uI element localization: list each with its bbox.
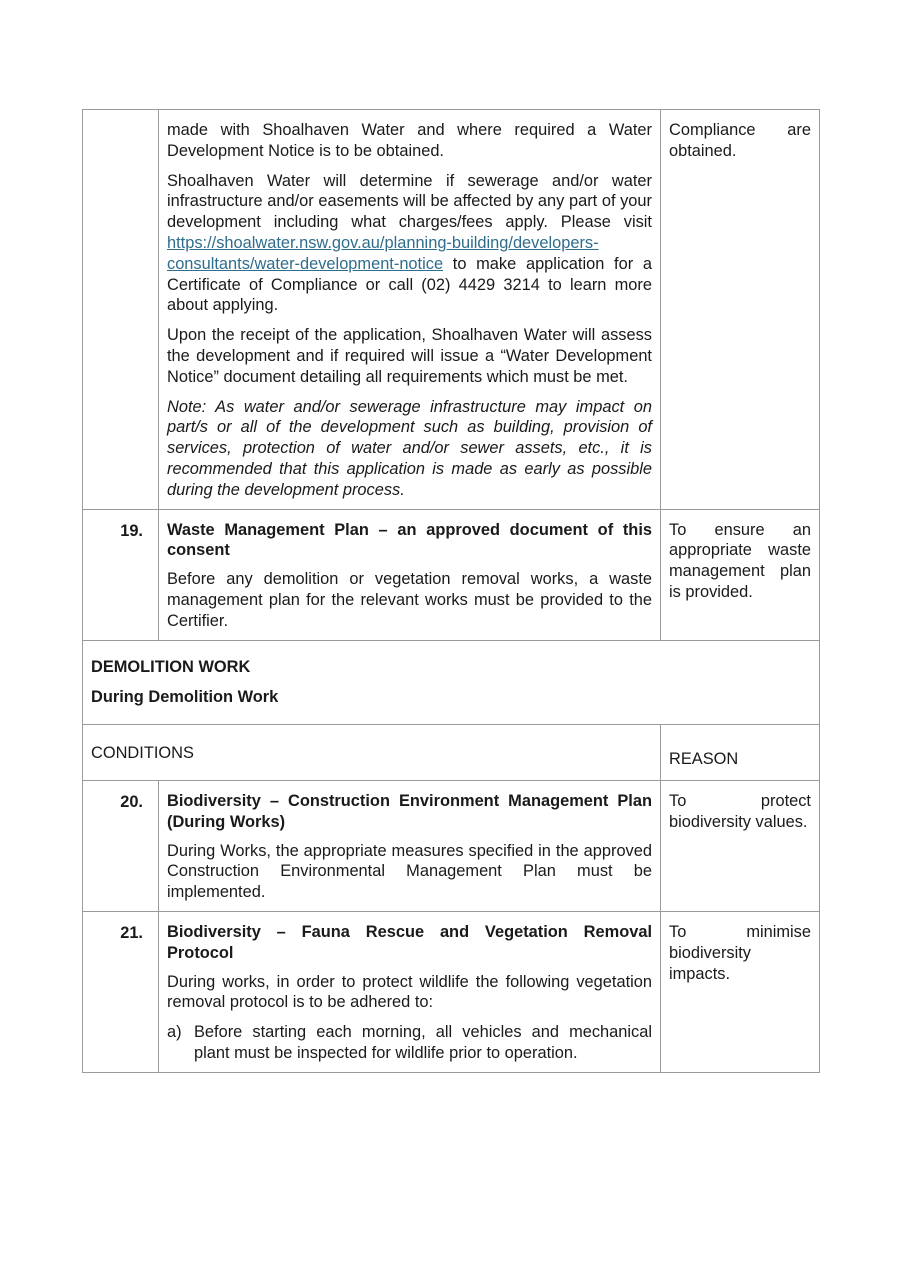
paragraph-text: to make application for a Certificate of Compliance or call (02) 4429 3214 to learn more about applying. [167, 254, 652, 315]
section-row [83, 640, 820, 725]
section-title: DEMOLITION WORK [91, 657, 251, 676]
condition-number: 20. [83, 780, 159, 911]
condition-row-20 [83, 780, 820, 911]
list-item-text: Before starting each morning, all vehicles and mechanical plant must be inspected for wildlife prior to operation. [194, 1023, 652, 1062]
reason-cell [661, 509, 820, 640]
column-header-row [83, 725, 820, 781]
paragraph: During Works, the appropriate measures specified in the approved Construction Environmental Management Plan must be implemented. [167, 841, 652, 902]
condition-number: 21. [83, 911, 159, 1072]
condition-number-cell [83, 110, 159, 510]
paragraph: During works, in order to protect wildlife the following vegetation removal protocol is to be adhered to: [167, 972, 652, 1012]
paragraph-text: Shoalhaven Water will determine if sewerage and/or water infrastructure and/or easements will be affected by any part of your development including what charges/fees apply. Please visit [167, 171, 652, 232]
condition-row-continued [83, 110, 820, 510]
reason-text: To ensure an appropriate waste management plan is provided. [669, 520, 811, 601]
condition-text-cell [159, 509, 661, 640]
condition-text-cell [159, 911, 661, 1072]
conditions-table [82, 109, 820, 1073]
condition-heading: Biodiversity – Construction Environment Management Plan (During Works) [167, 791, 652, 831]
reason-cell [661, 780, 820, 911]
paragraph [167, 171, 652, 317]
condition-row-19 [83, 509, 820, 640]
list-item [167, 1022, 652, 1064]
section-cell [83, 640, 820, 725]
reason-cell [661, 911, 820, 1072]
section-subtitle: During Demolition Work [91, 688, 279, 707]
list-item-label: a) [167, 1023, 182, 1042]
reason-text: Compliance are obtained. [669, 121, 811, 160]
reason-text: To protect biodiversity values. [669, 791, 811, 831]
condition-text-cell [159, 780, 661, 911]
condition-heading: Waste Management Plan – an approved document of this consent [167, 520, 652, 560]
condition-heading: Biodiversity – Fauna Rescue and Vegetation Removal Protocol [167, 922, 652, 962]
water-development-notice-link[interactable]: https://shoalwater.nsw.gov.au/planning-building/developers-consultants/water-development-notice [167, 233, 599, 273]
reason-text: To minimise biodiversity impacts. [669, 922, 811, 983]
note-paragraph: Note: As water and/or sewerage infrastructure may impact on part/s or all of the development such as building, provision of services, protection of water and/or sewer assets, etc., it is recommended that this application is made as early as possible during the development process. [167, 397, 652, 499]
paragraph: Before any demolition or vegetation removal works, a waste management plan for the relevant works must be provided to the Certifier. [167, 570, 652, 630]
condition-text-cell [159, 110, 661, 510]
paragraph: Upon the receipt of the application, Shoalhaven Water will assess the development and if required will issue a “Water Development Notice” document detailing all requirements which must be met. [167, 326, 652, 386]
reason-cell [661, 110, 820, 510]
reason-header: REASON [661, 725, 820, 781]
conditions-header: CONDITIONS [83, 725, 661, 781]
condition-row-21 [83, 911, 820, 1072]
paragraph: made with Shoalhaven Water and where required a Water Development Notice is to be obtained. [167, 121, 652, 160]
condition-number: 19. [83, 509, 159, 640]
